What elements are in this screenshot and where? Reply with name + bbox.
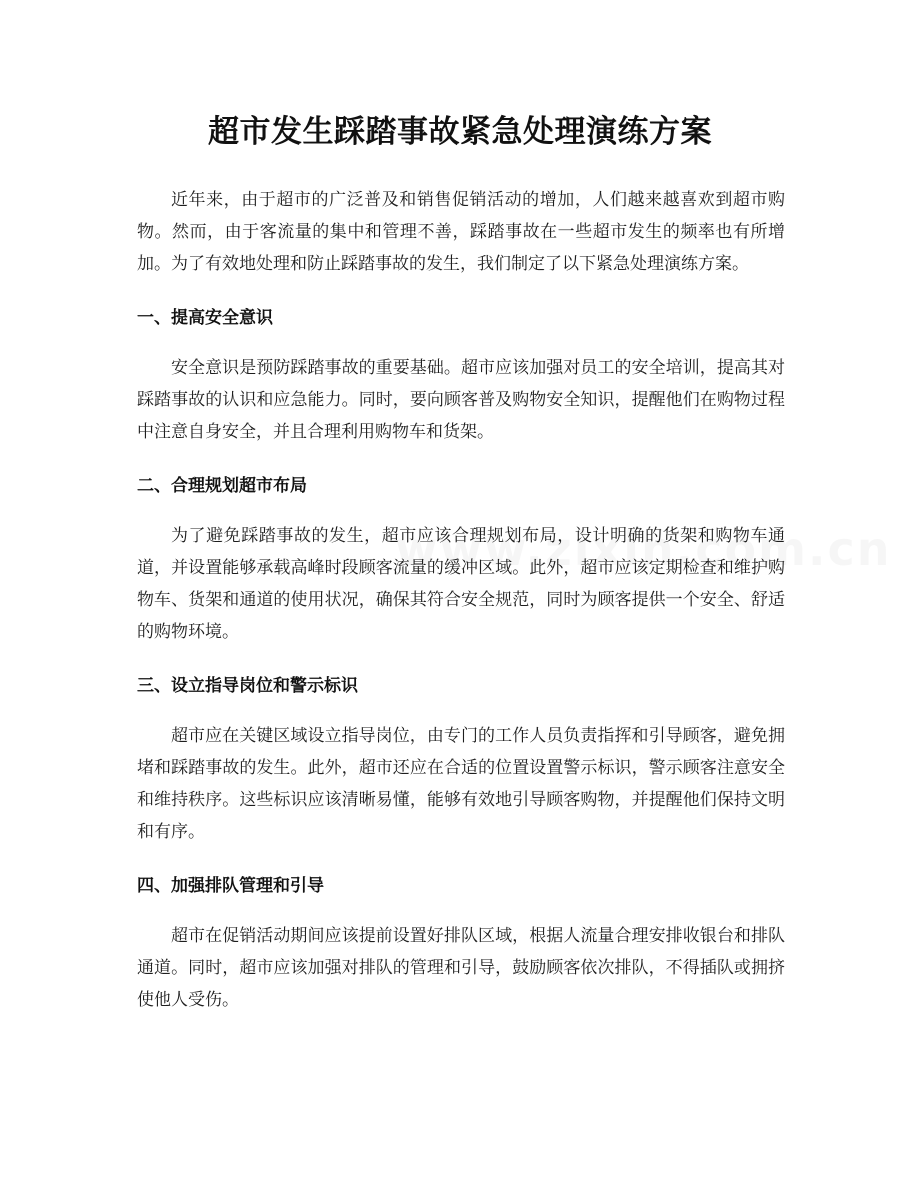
document-body bbox=[137, 184, 785, 1016]
spacer bbox=[137, 280, 785, 304]
spacer bbox=[137, 848, 785, 872]
section-2-heading: 二、合理规划超市布局 bbox=[137, 476, 307, 496]
section-3-heading: 三、设立指导岗位和警示标识 bbox=[137, 676, 358, 696]
intro-paragraph: 近年来，由于超市的广泛普及和销售促销活动的增加，人们越来越喜欢到超市购物。然而，由于客流量的集中和管理不善，踩踏事故在一些超市发生的频率也有所增加。为了有效地处理和防止踩踏事故的发生，我们制定了以下紧急处理演练方案。 bbox=[137, 190, 785, 274]
spacer bbox=[137, 648, 785, 672]
section-2-body: 为了避免踩踏事故的发生，超市应该合理规划布局，设计明确的货架和购物车通道，并设置能够承载高峰时段顾客流量的缓冲区域。此外，超市应该定期检查和维护购物车、货架和通道的使用状况，确保其符合安全规范，同时为顾客提供一个安全、舒适的购物环境。 bbox=[137, 526, 785, 642]
section-3-body: 超市应在关键区域设立指导岗位，由专门的工作人员负责指挥和引导顾客，避免拥堵和踩踏事故的发生。此外，超市还应在合适的位置设置警示标识，警示顾客注意安全和维持秩序。这些标识应该清晰易懂，能够有效地引导顾客购物，并提醒他们保持文明和有序。 bbox=[137, 726, 785, 842]
document-title: 超市发生踩踏事故紧急处理演练方案 bbox=[208, 114, 712, 150]
section-4-body: 超市在促销活动期间应该提前设置好排队区域，根据人流量合理安排收银台和排队通道。同时，超市应该加强对排队的管理和引导，鼓励顾客依次排队，不得插队或拥挤使他人受伤。 bbox=[137, 926, 785, 1010]
section-1-body: 安全意识是预防踩踏事故的重要基础。超市应该加强对员工的安全培训，提高其对踩踏事故的认识和应急能力。同时，要向顾客普及购物安全知识，提醒他们在购物过程中注意自身安全，并且合理利用购物车和货架。 bbox=[137, 358, 785, 442]
spacer bbox=[137, 900, 785, 920]
spacer bbox=[137, 500, 785, 520]
section-1-heading: 一、提高安全意识 bbox=[137, 308, 273, 328]
spacer bbox=[137, 700, 785, 720]
spacer bbox=[137, 448, 785, 472]
section-4-heading: 四、加强排队管理和引导 bbox=[137, 876, 324, 896]
spacer bbox=[137, 332, 785, 352]
